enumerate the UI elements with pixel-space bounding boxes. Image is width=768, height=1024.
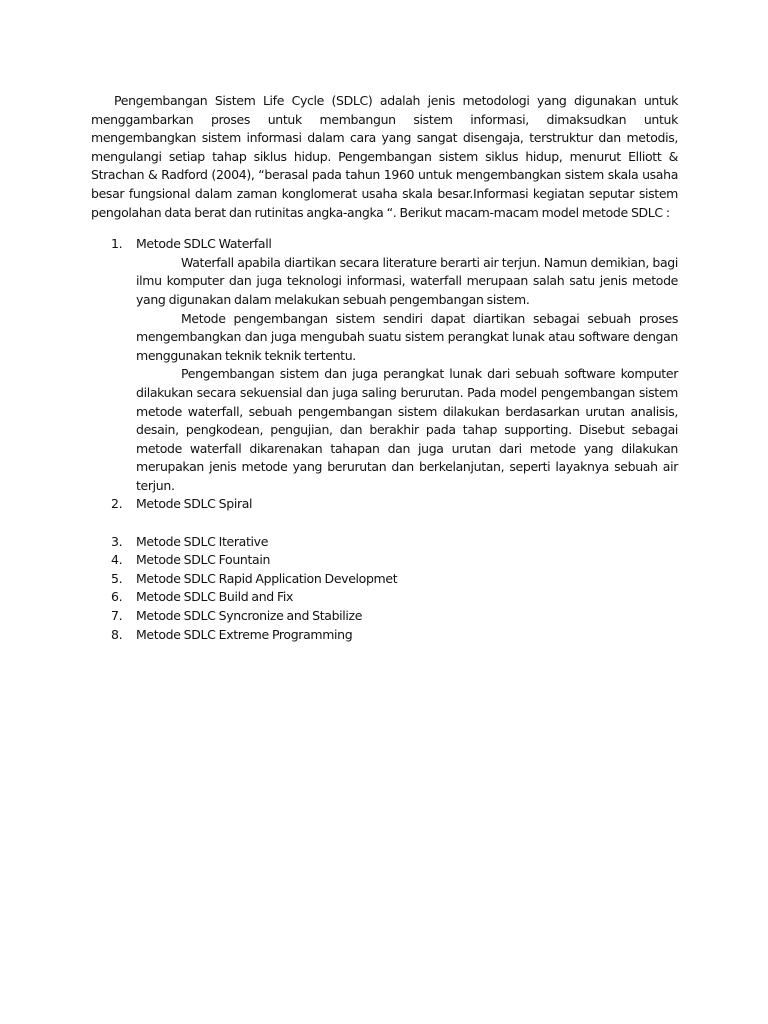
- list-number: 1.: [111, 236, 123, 252]
- list-item-iterative: [91, 533, 678, 552]
- waterfall-paragraph-1: Waterfall apabila diartikan secara literature berarti air terjun. Namun demikian, bagi ilmu komputer dan juga teknologi informasi, waterfall merupaan salah satu jenis metode yang digunakan dalam melakukan sebuah pengembangan sistem.: [136, 254, 678, 307]
- list-number: 7.: [111, 608, 123, 624]
- list-item-title: Metode SDLC Extreme Programming: [136, 626, 353, 642]
- list-number: 2.: [111, 496, 123, 512]
- list-item-waterfall: [91, 235, 678, 495]
- list-number: 3.: [111, 533, 123, 549]
- list-item-title: Metode SDLC Fountain: [136, 552, 271, 568]
- list-item-title: Metode SDLC Rapid Application Developmet: [136, 570, 398, 586]
- list-item-spiral: [91, 495, 678, 532]
- list-item-title: Metode SDLC Build and Fix: [136, 589, 294, 605]
- list-item-extreme-programming: [91, 626, 678, 645]
- list-item-fountain: [91, 551, 678, 570]
- list-number: 6.: [111, 589, 123, 605]
- sdlc-model-list: [91, 235, 678, 644]
- list-number: 5.: [111, 570, 123, 586]
- list-item-title: Metode SDLC Waterfall: [136, 236, 272, 252]
- list-item-title: Metode SDLC Syncronize and Stabilize: [136, 608, 363, 624]
- list-item-syncronize: [91, 607, 678, 626]
- waterfall-paragraph-2: Metode pengembangan sistem sendiri dapat diartikan sebagai sebuah proses mengembangkan dan juga mengubah suatu sistem perangkat lunak atau software dengan menggunakan teknik teknik tertentu.: [136, 310, 678, 363]
- blank-line: [136, 514, 678, 533]
- list-number: 8.: [111, 626, 123, 642]
- list-item-rad: [91, 570, 678, 589]
- list-item-title: Metode SDLC Iterative: [136, 533, 269, 549]
- waterfall-paragraph-3: Pengembangan sistem dan juga perangkat lunak dari sebuah software komputer dilakukan secara sekuensial dan juga saling berurutan. Pada model pengembangan sistem metode waterfall, sebuah pengembangan sistem dilakukan berdasarkan urutan analisis, desain, pengkodean, pengujian, dan berakhir pada tahap supporting. Disebut sebagai metode waterfall dikarenakan tahapan dan juga urutan dari metode yang dilakukan merupakan jenis metode yang berurutan dan berkelanjutan, seperti layaknya sebuah air terjun.: [136, 366, 678, 493]
- intro-paragraph: Pengembangan Sistem Life Cycle (SDLC) adalah jenis metodologi yang digunakan untuk menggambarkan proses untuk membangun sistem informasi, dimaksudkan untuk mengembangkan sistem informasi dalam cara yang sangat disengaja, terstruktur dan metodis, mengulangi setiap tahap siklus hidup. Pengembangan sistem siklus hidup, menurut Elliott & Strachan & Radford (2004), “berasal pada tahun 1960 untuk mengembangkan sistem skala usaha besar fungsional dalam zaman konglomerat usaha skala besar.Informasi kegiatan seputar sistem pengolahan data berat dan rutinitas angka-angka “. Berikut macam-macam model metode SDLC :: [91, 93, 678, 220]
- list-item-build-and-fix: [91, 588, 678, 607]
- list-number: 4.: [111, 552, 123, 568]
- list-item-title: Metode SDLC Spiral: [136, 496, 253, 512]
